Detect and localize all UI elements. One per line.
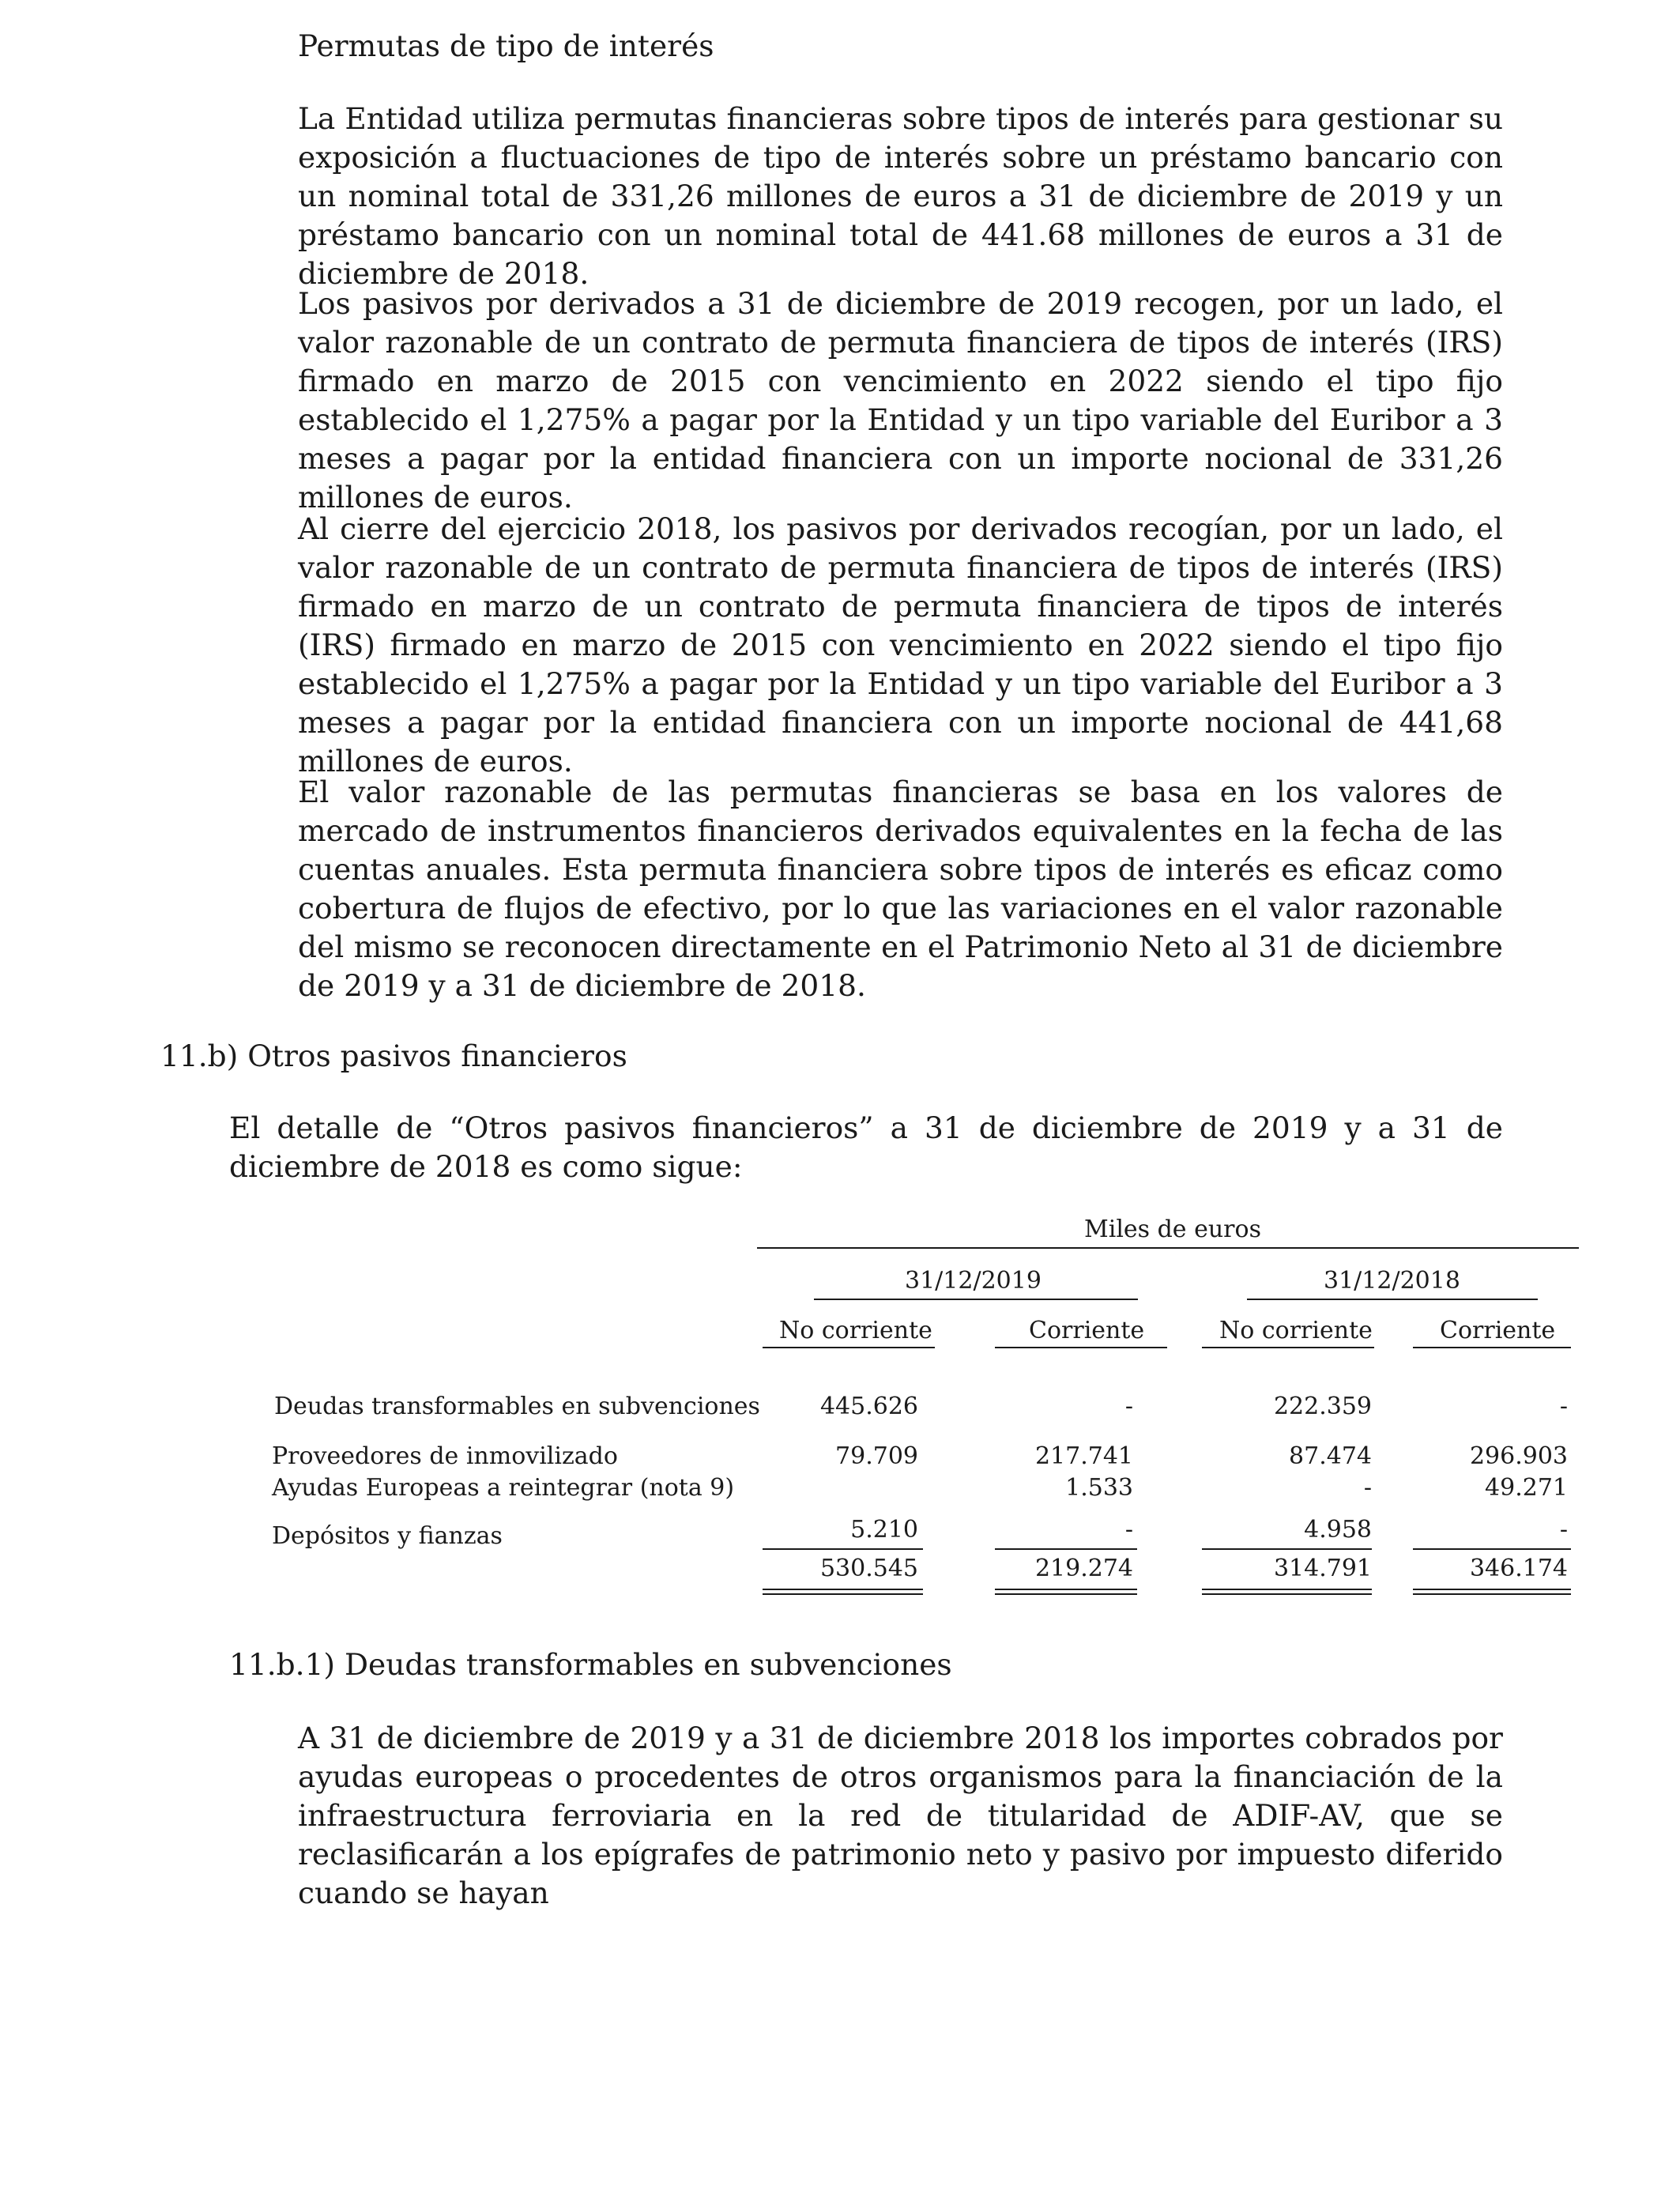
cell-depositos-c-2018: - (1559, 1516, 1568, 1544)
total-rule-3 (1202, 1548, 1372, 1550)
period-header-2019: 31/12/2019 (905, 1267, 1042, 1295)
unit-header-rule (757, 1247, 1579, 1249)
total-c-2019: 219.274 (1034, 1555, 1133, 1582)
period-rule-2018 (1247, 1299, 1538, 1300)
cell-ayudas-nc-2018: - (1363, 1474, 1372, 1502)
cell-depositos-nc-2019: 5.210 (850, 1516, 918, 1544)
paragraph-nominal: La Entidad utiliza permutas financieras sobre tipos de interés para gestionar su exposición a fluctuaciones de tipo de interés sobre un préstamo bancario con un nominal total de 331,26 millones de euros a 31 de diciembre de 2019 y un préstamo bancario con un nominal total de 441.68 millones de euros a 31 de diciembre de 2018. (298, 101, 1503, 291)
total-nc-2018: 314.791 (1273, 1555, 1372, 1582)
subsection-b-title: 11.b) Otros pasivos financieros (160, 1039, 627, 1073)
cell-ayudas-c-2018: 49.271 (1485, 1474, 1568, 1502)
total-rule-2 (995, 1548, 1137, 1550)
row-label-ayudas: Ayudas Europeas a reintegrar (nota 9) (272, 1474, 735, 1502)
row-label-deudas: Deudas transformables en subvenciones (274, 1393, 760, 1420)
total-nc-2019: 530.545 (819, 1555, 918, 1582)
paragraph-valor-razonable: El valor razonable de las permutas financieras se basa en los valores de mercado de instrumentos financieros derivados equivalentes en la fecha de las cuentas anuales. Esta permuta financiera sobre tipos de interés es eficaz como cobertura de flujos de efectivo, por lo que las variaciones en el valor razonable del mismo se reconocen directamente en el Patrimonio Neto al 31 de diciembre de 2019 y a 31 de diciembre de 2018. (298, 775, 1503, 1003)
period-header-2018: 31/12/2018 (1324, 1267, 1460, 1295)
row-label-proveedores: Proveedores de inmovilizado (272, 1442, 618, 1470)
col-rule-1 (763, 1347, 935, 1348)
col-header-c-2018: Corriente (1440, 1317, 1556, 1344)
double-rule-1 (763, 1589, 923, 1595)
double-rule-4 (1413, 1589, 1571, 1595)
col-rule-3 (1202, 1347, 1374, 1348)
col-header-c-2019: Corriente (1029, 1317, 1145, 1344)
cell-deudas-nc-2019: 445.626 (819, 1393, 918, 1420)
cell-proveedores-nc-2019: 79.709 (835, 1442, 918, 1470)
cell-ayudas-c-2019: 1.533 (1065, 1474, 1133, 1502)
period-rule-2019 (814, 1299, 1138, 1300)
col-rule-4 (1413, 1347, 1571, 1348)
cell-deudas-c-2019: - (1124, 1393, 1133, 1420)
cell-proveedores-c-2019: 217.741 (1034, 1442, 1133, 1470)
col-rule-2 (995, 1347, 1167, 1348)
subsection-b-intro: El detalle de “Otros pasivos financieros” a 31 de diciembre de 2019 y a 31 de diciembre de 2018 es como sigue: (229, 1110, 1503, 1184)
subsection-b1-title: 11.b.1) Deudas transformables en subvenciones (229, 1647, 952, 1682)
cell-proveedores-nc-2018: 87.474 (1289, 1442, 1372, 1470)
col-header-nc-2018: No corriente (1219, 1317, 1373, 1344)
cell-proveedores-c-2018: 296.903 (1469, 1442, 1568, 1470)
col-header-nc-2019: No corriente (779, 1317, 932, 1344)
double-rule-3 (1202, 1589, 1372, 1595)
double-rule-2 (995, 1589, 1137, 1595)
table-unit-header: Miles de euros (1084, 1216, 1261, 1243)
total-rule-1 (763, 1548, 923, 1550)
cell-depositos-c-2019: - (1124, 1516, 1133, 1544)
section-title: Permutas de tipo de interés (298, 28, 714, 63)
total-c-2018: 346.174 (1469, 1555, 1568, 1582)
paragraph-derivados-2018: Al cierre del ejercicio 2018, los pasivos por derivados recogían, por un lado, el valor razonable de un contrato de permuta financiera de tipos de interés (IRS) firmado en marzo de un contrato de permuta financiera de tipos de interés (IRS) firmado en marzo de 2015 con vencimiento en 2022 siendo el tipo fijo establecido el 1,275% a pagar por la Entidad y un tipo variable del Euribor a 3 meses a pagar por la entidad financiera con un importe nocional de 441,68 millones de euros. (298, 511, 1503, 778)
subsection-b1-text: A 31 de diciembre de 2019 y a 31 de diciembre 2018 los importes cobrados por ayudas europeas o procedentes de otros organismos para la financiación de la infraestructura ferroviaria en la red de titularidad de ADIF-AV, que se reclasificarán a los epígrafes de patrimonio neto y pasivo por impuesto diferido cuando se hayan (298, 1721, 1503, 1910)
paragraph-derivados-2019: Los pasivos por derivados a 31 de diciembre de 2019 recogen, por un lado, el valor razonable de un contrato de permuta financiera de tipos de interés (IRS) firmado en marzo de 2015 con vencimiento en 2022 siendo el tipo fijo establecido el 1,275% a pagar por la Entidad y un tipo variable del Euribor a 3 meses a pagar por la entidad financiera con un importe nocional de 331,26 millones de euros. (298, 286, 1503, 515)
total-rule-4 (1413, 1548, 1571, 1550)
cell-deudas-nc-2018: 222.359 (1273, 1393, 1372, 1420)
cell-depositos-nc-2018: 4.958 (1304, 1516, 1372, 1544)
cell-deudas-c-2018: - (1559, 1393, 1568, 1420)
row-label-depositos: Depósitos y fianzas (272, 1522, 503, 1550)
